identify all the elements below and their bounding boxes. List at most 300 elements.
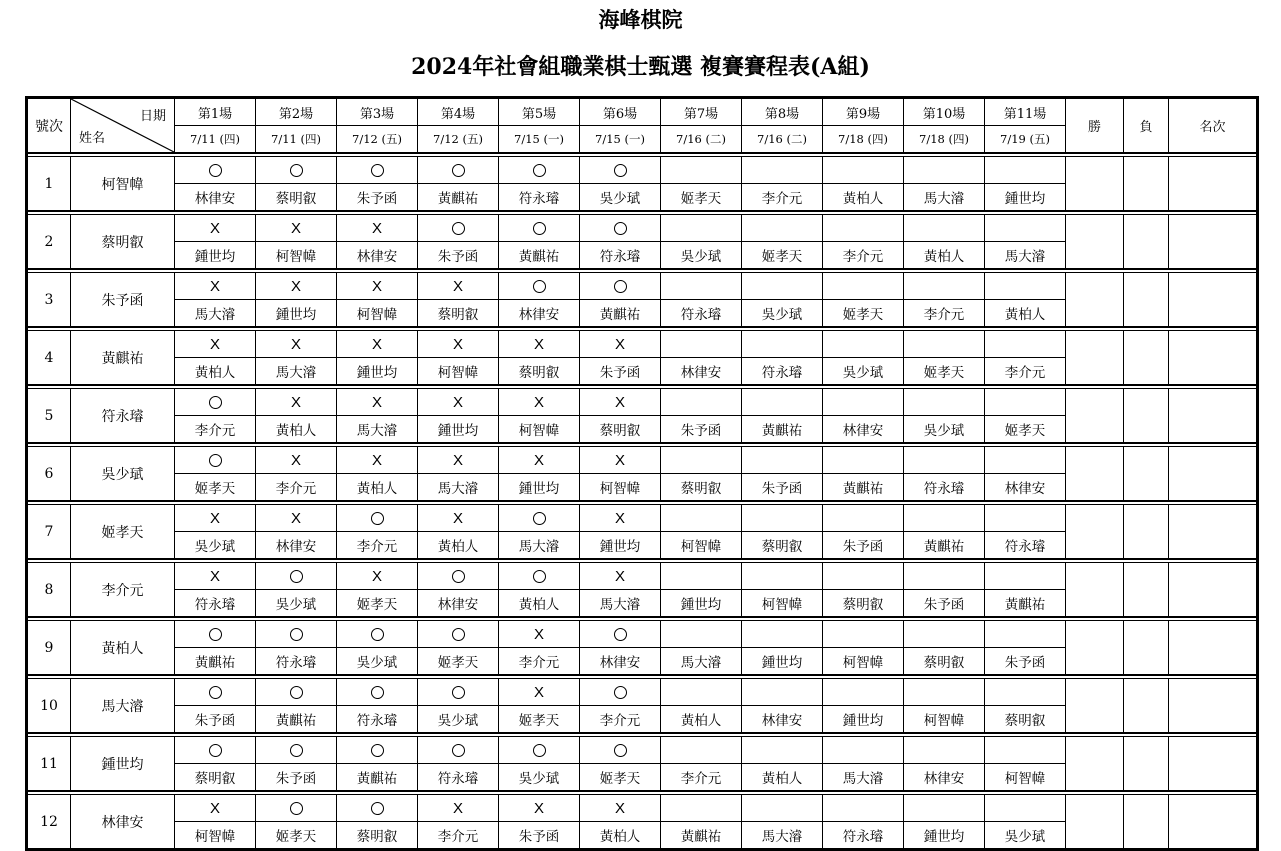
opponent-cell: 黃柏人 [985,300,1066,328]
result-cell [904,679,985,706]
opponent-cell: 吳少珷 [256,590,337,618]
player-no: 10 [27,679,71,734]
loss-x-mark: X [452,799,463,817]
losses-cell [1124,505,1169,560]
opponent-cell: 柯智幃 [661,532,742,560]
result-cell [580,447,661,474]
opponent-cell: 馬大濬 [418,474,499,502]
opponent-cell: 蔡明叡 [823,590,904,618]
opponent-cell: 黃麒祐 [904,532,985,560]
loss-x-mark: X [290,219,301,237]
result-cell [256,563,337,590]
loss-x-mark: X [290,335,301,353]
win-circle-icon [614,628,627,641]
loss-x-mark: X [209,335,220,353]
opponent-cell: 鍾世均 [580,532,661,560]
loss-x-mark: X [614,567,625,585]
losses-cell [1124,621,1169,676]
rank-cell [1169,621,1258,676]
losses-cell [1124,215,1169,270]
opponent-cell: 姬孝天 [823,300,904,328]
result-cell [580,157,661,184]
opponent-cell: 李介元 [418,822,499,850]
win-circle-icon [533,222,546,235]
header-date-name [71,98,175,154]
loss-x-mark: X [533,799,544,817]
opponent-cell: 蔡明叡 [661,474,742,502]
date-header: 7/15 (一) [580,126,661,154]
result-cell [337,157,418,184]
player-row [27,389,1258,416]
opponent-cell: 黃麒祐 [256,706,337,734]
opponent-cell: 馬大濬 [580,590,661,618]
loss-x-mark: X [614,335,625,353]
result-cell [418,563,499,590]
result-cell [337,273,418,300]
opponent-cell: 符永璿 [499,184,580,212]
opponent-cell: 李介元 [742,184,823,212]
opponent-cell: 柯智幃 [985,764,1066,792]
result-cell [904,563,985,590]
result-cell [499,157,580,184]
result-cell [175,679,256,706]
result-cell [256,737,337,764]
opponent-cell: 姬孝天 [337,590,418,618]
loss-x-mark: X [452,509,463,527]
opponent-cell: 林律安 [499,300,580,328]
result-cell [418,621,499,648]
player-no: 8 [27,563,71,618]
date-header: 7/11 (四) [175,126,256,154]
loss-x-mark: X [371,277,382,295]
opponent-cell: 黃麒祐 [985,590,1066,618]
result-cell [904,795,985,822]
opponent-cell: 李介元 [499,648,580,676]
win-circle-icon [209,628,222,641]
result-cell [661,157,742,184]
opponent-cell: 柯智幃 [499,416,580,444]
result-cell [337,215,418,242]
result-cell [499,563,580,590]
loss-x-mark: X [533,335,544,353]
player-name: 蔡明叡 [71,215,175,270]
opponent-cell: 吳少珷 [418,706,499,734]
opponent-cell: 林律安 [904,764,985,792]
opponent-cell: 黃麒祐 [175,648,256,676]
result-cell [418,157,499,184]
opponent-cell: 林律安 [580,648,661,676]
result-cell [418,795,499,822]
player-name: 林律安 [71,795,175,850]
rank-cell [1169,795,1258,850]
opponent-cell: 柯智幃 [337,300,418,328]
opponent-cell: 符永璿 [418,764,499,792]
player-name: 柯智幃 [71,157,175,212]
win-circle-icon [371,628,384,641]
player-no: 6 [27,447,71,502]
date-header: 7/19 (五) [985,126,1066,154]
opponent-cell: 蔡明叡 [175,764,256,792]
result-cell [418,447,499,474]
result-cell [256,215,337,242]
player-row [27,795,1258,822]
result-cell [337,737,418,764]
result-cell [985,157,1066,184]
result-cell [499,273,580,300]
loss-x-mark: X [614,393,625,411]
player-row [27,157,1258,184]
opponent-cell: 吳少珷 [175,532,256,560]
result-cell [256,389,337,416]
rank-cell [1169,331,1258,386]
result-cell [742,795,823,822]
opponent-cell: 蔡明叡 [580,416,661,444]
rank-cell [1169,563,1258,618]
win-circle-icon [533,570,546,583]
result-cell [904,389,985,416]
win-circle-icon [614,686,627,699]
win-circle-icon [290,744,303,757]
result-cell [580,505,661,532]
win-circle-icon [533,512,546,525]
result-cell [985,215,1066,242]
result-cell [985,563,1066,590]
loss-x-mark: X [290,451,301,469]
rank-cell [1169,157,1258,212]
loss-x-mark: X [290,277,301,295]
player-name: 鍾世均 [71,737,175,792]
player-no: 11 [27,737,71,792]
opponent-cell: 鍾世均 [256,300,337,328]
result-cell [337,389,418,416]
win-circle-icon [614,744,627,757]
result-cell [337,621,418,648]
opponent-cell: 朱予函 [904,590,985,618]
opponent-cell: 符永璿 [661,300,742,328]
player-no: 9 [27,621,71,676]
result-cell [175,389,256,416]
round-header: 第7場 [661,98,742,126]
result-cell [823,795,904,822]
date-label: 日期 [139,109,166,124]
opponent-cell: 李介元 [823,242,904,270]
loss-header: 負 [1124,98,1169,154]
result-cell [499,389,580,416]
schedule-table [25,96,1259,851]
opponent-cell: 姬孝天 [175,474,256,502]
result-cell [580,563,661,590]
player-name: 李介元 [71,563,175,618]
loss-x-mark: X [209,509,220,527]
loss-x-mark: X [290,509,301,527]
opponent-cell: 柯智幃 [823,648,904,676]
win-circle-icon [209,686,222,699]
loss-x-mark: X [371,219,382,237]
opponent-cell: 柯智幃 [175,822,256,850]
opponent-cell: 鍾世均 [904,822,985,850]
opponent-cell: 朱予函 [823,532,904,560]
name-label: 姓名 [79,131,106,146]
player-row [27,273,1258,300]
rank-header: 名次 [1169,98,1258,154]
date-header: 7/12 (五) [418,126,499,154]
win-circle-icon [452,744,465,757]
result-cell [823,273,904,300]
win-circle-icon [452,570,465,583]
result-cell [985,795,1066,822]
opponent-cell: 蔡明叡 [904,648,985,676]
opponent-cell: 朱予函 [661,416,742,444]
loss-x-mark: X [371,393,382,411]
result-cell [256,273,337,300]
win-circle-icon [452,686,465,699]
player-row [27,447,1258,474]
result-cell [742,679,823,706]
result-cell [904,157,985,184]
opponent-cell: 蔡明叡 [985,706,1066,734]
result-cell [580,679,661,706]
opponent-cell: 鍾世均 [499,474,580,502]
result-cell [418,215,499,242]
player-no: 7 [27,505,71,560]
player-no: 1 [27,157,71,212]
losses-cell [1124,331,1169,386]
opponent-cell: 黃柏人 [823,184,904,212]
opponent-cell: 符永璿 [904,474,985,502]
opponent-cell: 鍾世均 [337,358,418,386]
loss-x-mark: X [533,625,544,643]
result-cell [742,563,823,590]
opponent-cell: 李介元 [904,300,985,328]
player-row [27,679,1258,706]
opponent-cell: 吳少珷 [985,822,1066,850]
losses-cell [1124,447,1169,502]
opponent-cell: 黃柏人 [742,764,823,792]
losses-cell [1124,563,1169,618]
player-name: 朱予函 [71,273,175,328]
opponent-cell: 朱予函 [580,358,661,386]
opponent-cell: 姬孝天 [256,822,337,850]
win-circle-icon [209,164,222,177]
result-cell [337,505,418,532]
opponent-cell: 符永璿 [175,590,256,618]
result-cell [742,389,823,416]
date-header: 7/16 (二) [661,126,742,154]
opponent-cell: 鍾世均 [823,706,904,734]
player-row [27,215,1258,242]
result-cell [256,621,337,648]
losses-cell [1124,389,1169,444]
result-cell [742,505,823,532]
losses-cell [1124,737,1169,792]
result-cell [985,273,1066,300]
win-circle-icon [209,744,222,757]
result-cell [499,331,580,358]
result-cell [175,621,256,648]
opponent-cell: 林律安 [175,184,256,212]
round-header: 第4場 [418,98,499,126]
win-circle-icon [533,164,546,177]
round-header: 第9場 [823,98,904,126]
result-cell [256,447,337,474]
result-cell [499,505,580,532]
opponent-cell: 黃麒祐 [661,822,742,850]
result-cell [661,215,742,242]
result-cell [823,215,904,242]
opponent-cell: 姬孝天 [499,706,580,734]
opponent-cell: 馬大濬 [985,242,1066,270]
result-cell [256,157,337,184]
win-circle-icon [371,512,384,525]
loss-x-mark: X [614,451,625,469]
opponent-cell: 符永璿 [256,648,337,676]
result-cell [823,157,904,184]
round-header: 第11場 [985,98,1066,126]
win-circle-icon [371,686,384,699]
opponent-cell: 姬孝天 [580,764,661,792]
opponent-cell: 馬大濬 [175,300,256,328]
opponent-cell: 黃柏人 [904,242,985,270]
wins-cell [1066,621,1124,676]
win-circle-icon [533,280,546,293]
player-row [27,331,1258,358]
date-header: 7/18 (四) [823,126,904,154]
result-cell [742,331,823,358]
round-header: 第6場 [580,98,661,126]
round-header: 第3場 [337,98,418,126]
result-cell [337,679,418,706]
losses-cell [1124,273,1169,328]
player-no: 12 [27,795,71,850]
opponent-cell: 馬大濬 [499,532,580,560]
result-cell [742,621,823,648]
opponent-cell: 柯智幃 [904,706,985,734]
loss-x-mark: X [371,567,382,585]
result-cell [985,737,1066,764]
opponent-cell: 李介元 [661,764,742,792]
loss-x-mark: X [209,277,220,295]
win-circle-icon [290,802,303,815]
page-subtitle: 2024年社會組職業棋士甄選 複賽賽程表(A組) [411,54,870,80]
result-cell [823,331,904,358]
losses-cell [1124,679,1169,734]
result-cell [661,505,742,532]
loss-x-mark: X [452,335,463,353]
opponent-cell: 李介元 [580,706,661,734]
rank-cell [1169,737,1258,792]
result-cell [661,795,742,822]
result-cell [823,621,904,648]
opponent-cell: 吳少珷 [499,764,580,792]
result-cell [499,679,580,706]
result-cell [256,679,337,706]
wins-cell [1066,389,1124,444]
opponent-cell: 黃柏人 [499,590,580,618]
result-cell [580,795,661,822]
player-name: 姬孝天 [71,505,175,560]
win-circle-icon [290,686,303,699]
opponent-cell: 馬大濬 [661,648,742,676]
losses-cell [1124,795,1169,850]
player-row [27,505,1258,532]
opponent-cell: 鍾世均 [985,184,1066,212]
round-header: 第1場 [175,98,256,126]
opponent-cell: 李介元 [175,416,256,444]
result-cell [418,389,499,416]
opponent-cell: 吳少珷 [823,358,904,386]
win-circle-icon [371,802,384,815]
win-circle-icon [452,222,465,235]
opponent-cell: 林律安 [742,706,823,734]
result-cell [823,679,904,706]
player-name: 馬大濬 [71,679,175,734]
win-circle-icon [533,744,546,757]
result-cell [499,215,580,242]
result-cell [256,331,337,358]
result-cell [823,447,904,474]
result-cell [337,331,418,358]
opponent-cell: 柯智幃 [580,474,661,502]
player-row [27,563,1258,590]
result-cell [742,157,823,184]
result-cell [985,331,1066,358]
opponent-cell: 符永璿 [580,242,661,270]
rank-cell [1169,389,1258,444]
opponent-cell: 林律安 [418,590,499,618]
page-title: 海峰棋院 [598,7,683,32]
opponent-cell: 吳少珷 [904,416,985,444]
result-cell [175,273,256,300]
result-cell [823,737,904,764]
opponent-cell: 符永璿 [985,532,1066,560]
loss-x-mark: X [290,393,301,411]
opponent-cell: 符永璿 [742,358,823,386]
loss-x-mark: X [614,509,625,527]
opponent-cell: 林律安 [823,416,904,444]
result-cell [175,157,256,184]
loss-x-mark: X [452,393,463,411]
wins-cell [1066,215,1124,270]
player-name: 黃柏人 [71,621,175,676]
opponent-cell: 柯智幃 [256,242,337,270]
player-name: 黃麒祐 [71,331,175,386]
result-cell [904,273,985,300]
opponent-cell: 鍾世均 [661,590,742,618]
round-header: 第10場 [904,98,985,126]
result-cell [175,563,256,590]
opponent-cell: 黃柏人 [175,358,256,386]
opponent-cell: 朱予函 [337,184,418,212]
opponent-cell: 姬孝天 [985,416,1066,444]
result-cell [661,273,742,300]
result-cell [904,621,985,648]
opponent-cell: 李介元 [985,358,1066,386]
opponent-cell: 鍾世均 [742,648,823,676]
date-header: 7/16 (二) [742,126,823,154]
result-cell [580,389,661,416]
losses-cell [1124,157,1169,212]
result-cell [418,505,499,532]
result-cell [661,679,742,706]
result-cell [175,505,256,532]
result-cell [742,273,823,300]
result-cell [985,621,1066,648]
opponent-cell: 蔡明叡 [256,184,337,212]
result-cell [823,505,904,532]
result-cell [661,447,742,474]
opponent-cell: 朱予函 [418,242,499,270]
loss-x-mark: X [371,451,382,469]
